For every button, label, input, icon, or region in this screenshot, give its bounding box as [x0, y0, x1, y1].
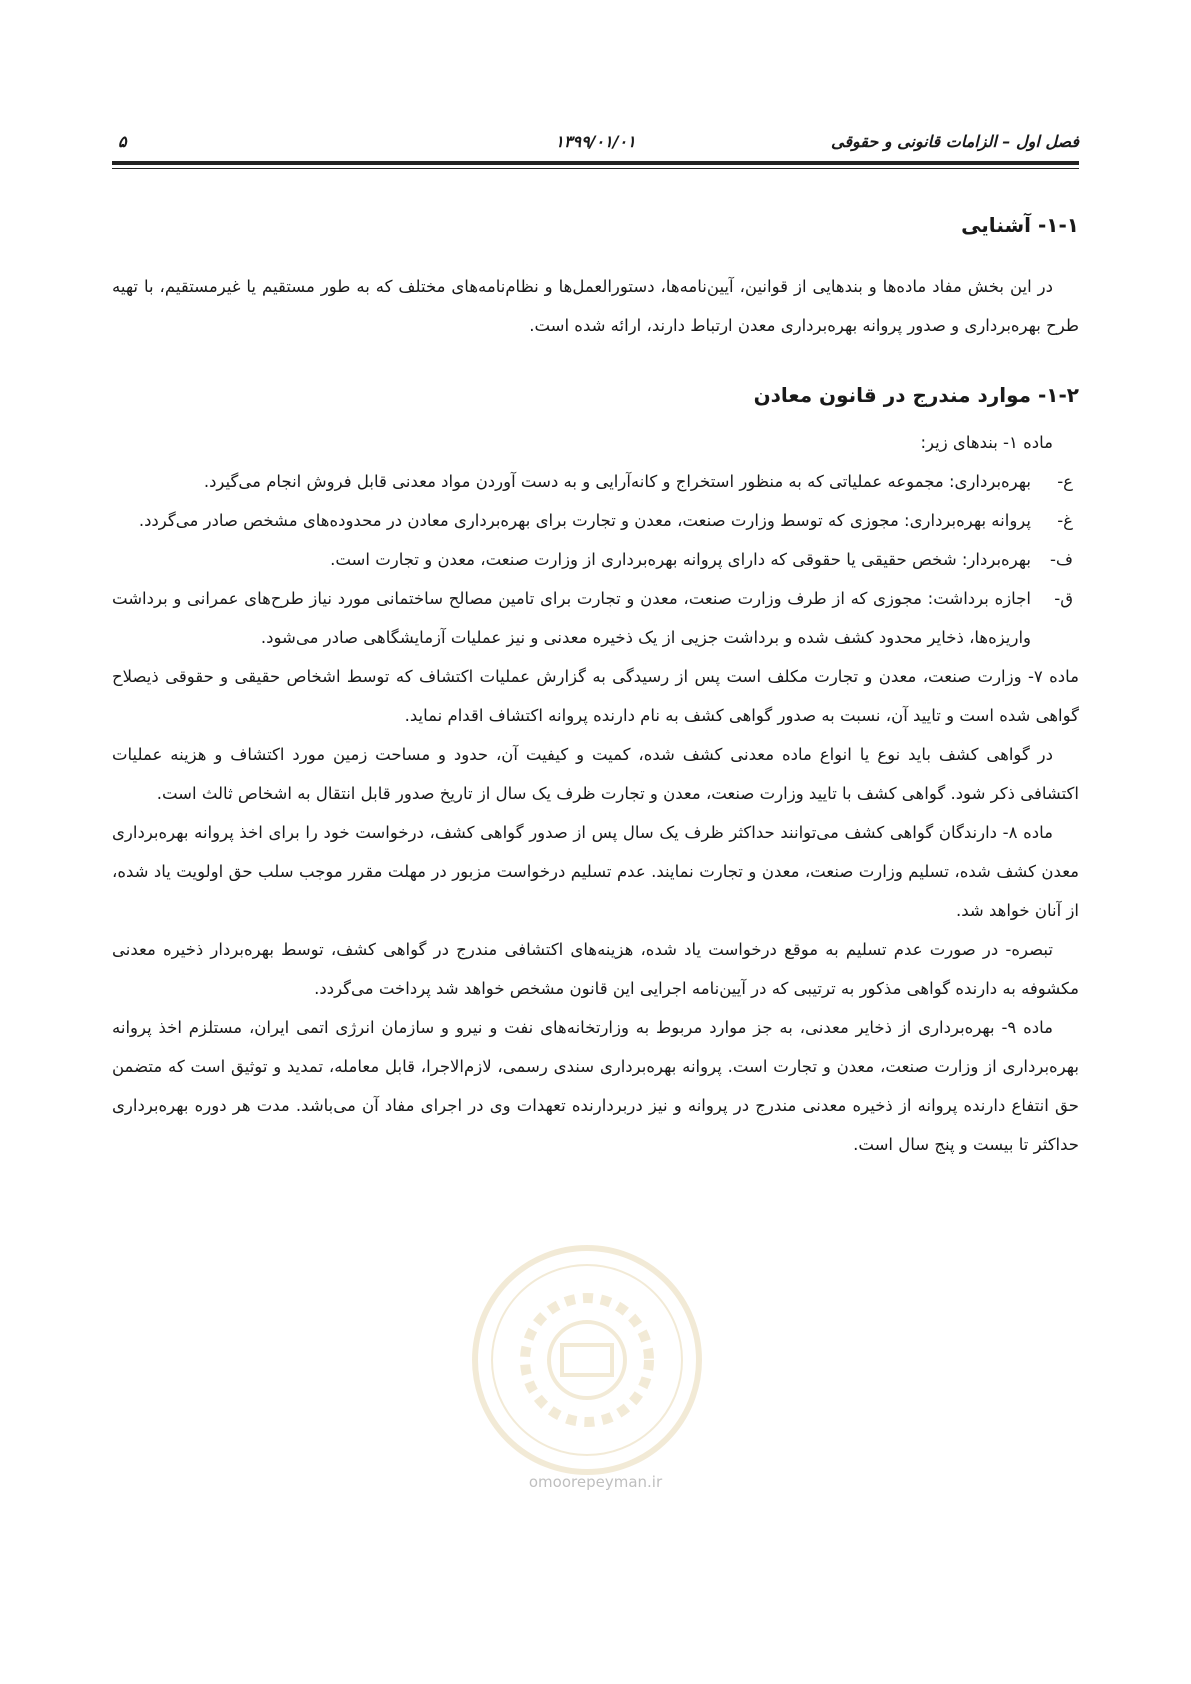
article-8-paragraph: ماده ۸- دارندگان گواهی کشف می‌توانند حداکثر ظرف یک سال پس از صدور گواهی کشف، درخواست خود را برای اخذ پروانه بهره‌برداری معدن کشف شده، تسلیم وزارت صنعت، معدن و تجارت نمایند. عدم تسلیم درخواست مزبور در مهلت مقرر موجب سلب حق اولویت یاد شده، از آنان خواهد شد.	[112, 823, 1079, 920]
section-heading-2: ۱-۲- موارد مندرج در قانون معادن	[753, 383, 1079, 407]
header-date: ۱۳۹۹/۰۱/۰۱	[555, 132, 636, 151]
list-item-text: بهره‌برداری: مجموعه عملیاتی که به منظور استخراج و کانه‌آرایی و به دست آوردن مواد معدنی قابل فروش انجام می‌گیرد.	[203, 472, 1031, 491]
list-item-marker: ع-	[1057, 472, 1073, 491]
list-item-marker: ف-	[1049, 550, 1073, 569]
article-7-paragraph: ماده ۷- وزارت صنعت، معدن و تجارت مکلف است پس از رسیدگی به گزارش عملیات اکتشاف که توسط اشخاص حقیقی و حقوقی ذیصلاح گواهی شده است و تایید آن، نسبت به صدور گواهی کشف به نام دارنده پروانه اکتشاف اقدام نماید.	[112, 667, 1080, 725]
list-item-text: پروانه بهره‌برداری: مجوزی که توسط وزارت صنعت، معدن و تجارت برای بهره‌برداری معادن در محدوده‌های مشخص صادر می‌گردد.	[138, 511, 1031, 530]
article-1-intro: ماده ۱- بندهای زیر:	[920, 433, 1053, 452]
list-item	[112, 462, 1079, 501]
list-item-text: اجازه برداشت: مجوزی که از طرف وزارت صنعت، معدن و تجارت برای تامین مصالح ساختمانی مورد نیاز طرح‌های عمرانی و برداشت واریزه‌ها، ذخایر محدود کشف شده و برداشت جزیی از یک ذخیره معدنی و نیز عملیات آزمایشگاهی صادر می‌شود.	[112, 589, 1031, 647]
header-rule-thick	[112, 161, 1079, 165]
watermark-site: omoorepeyman.ir	[528, 1473, 663, 1491]
list-item	[112, 579, 1079, 657]
page-number: ۵	[118, 132, 127, 151]
note-paragraph: تبصره- در صورت عدم تسلیم به موقع درخواست یاد شده، هزینه‌های اکتشافی مندرج در گواهی کشف، توسط بهره‌بردار ذخیره معدنی مکشوفه به دارنده گواهی مذکور به ترتیبی که در آیین‌نامه اجرایی این قانون مشخص خواهد شد پرداخت می‌گردد.	[112, 940, 1079, 998]
section-heading-1: ۱-۱- آشنایی	[961, 213, 1079, 237]
list-item	[112, 540, 1079, 579]
list-item-marker: غ-	[1057, 511, 1073, 530]
chapter-title: فصل اول – الزامات قانونی و حقوقی	[831, 132, 1079, 151]
page-header	[112, 126, 1079, 154]
article-9-paragraph: ماده ۹- بهره‌برداری از ذخایر معدنی، به جز موارد مربوط به وزارتخانه‌های نفت و نیرو و سازمان انرژی اتمی ایران، مستلزم اخذ پروانه بهره‌برداری از وزارت صنعت، معدن و تجارت است. پروانه بهره‌برداری سندی رسمی، لازم‌الاجرا، قابل معامله، تمدید و توثیق است که متضمن حق انتفاع دارنده پروانه از ذخیره معدنی مندرج در پروانه و نیز دربردارنده تعهدات وی در اجرای مفاد آن می‌باشد. مدت هر دوره بهره‌برداری حداکثر تا بیست و پنج سال است.	[112, 1018, 1079, 1154]
list-item-marker: ق-	[1054, 589, 1073, 608]
seal-watermark-icon	[462, 1235, 712, 1485]
article-7-paragraph-2: در گواهی کشف باید نوع یا انواع ماده معدنی کشف شده، کمیت و کیفیت آن، حدود و مساحت زمین مورد اکتشاف و هزینه عملیات اکتشافی ذکر شود. گواهی کشف با تایید وزارت صنعت، معدن و تجارت ظرف یک سال از تاریخ صدور قابل انتقال به اشخاص ثالث است.	[112, 745, 1079, 803]
page-content	[112, 205, 1079, 1164]
header-rule-thin	[112, 168, 1079, 169]
intro-paragraph: در این بخش مفاد ماده‌ها و بندهایی از قوانین، آیین‌نامه‌ها، دستورالعمل‌ها و نظام‌نامه‌های مختلف که به طور مستقیم یا غیرمستقیم، با تهیه طرح بهره‌برداری و صدور پروانه بهره‌برداری معدن ارتباط دارند، ارائه شده است.	[112, 277, 1079, 335]
list-item	[112, 501, 1079, 540]
list-item-text: بهره‌بردار: شخص حقیقی یا حقوقی که دارای پروانه بهره‌برداری از وزارت صنعت، معدن و تجارت است.	[330, 550, 1031, 569]
